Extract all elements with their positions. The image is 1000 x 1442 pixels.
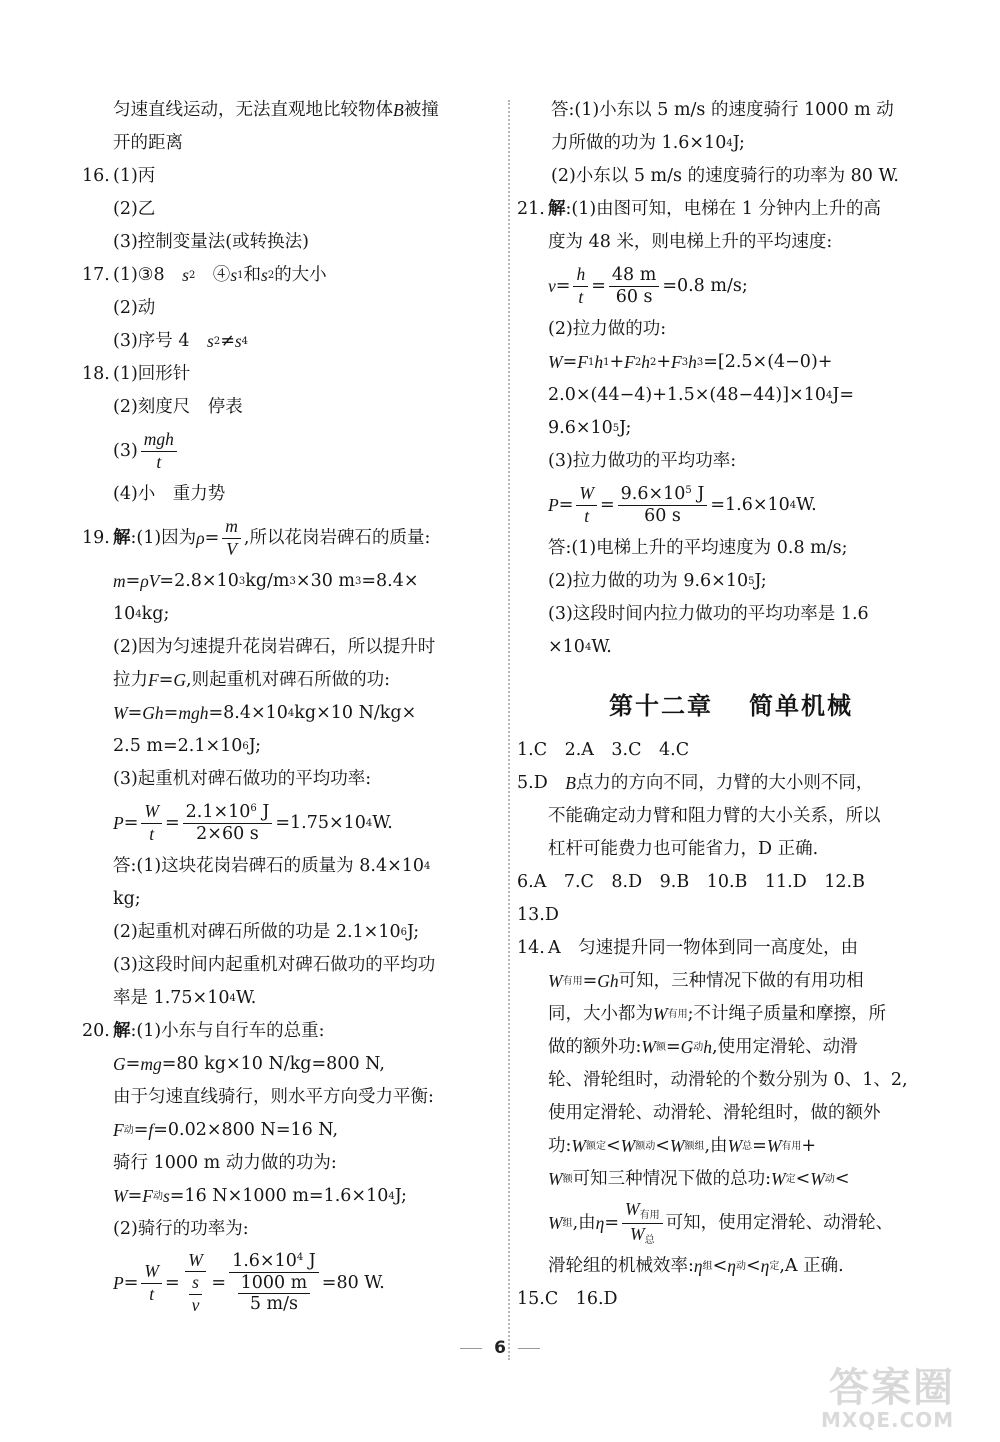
fraction: $\frac{W_{有用}}{W_总}$ <box>622 1200 663 1246</box>
page-number: 6 <box>0 1338 1000 1358</box>
text-line: (2)拉力做的功: <box>548 319 667 339</box>
fraction: $\frac{s}{v}$ <box>189 1273 203 1315</box>
answer-line: 率是 1.75×10 4 W. <box>113 988 257 1008</box>
answer-line: 13.D <box>517 905 559 925</box>
fraction: $\frac{W}{t}$ <box>141 1262 162 1304</box>
text-line: 开的距离 <box>113 133 183 153</box>
fraction: $\frac{W}{t}$ <box>141 802 162 844</box>
text-line: 由于匀速直线骑行，则水平方向受力平衡: <box>113 1087 434 1107</box>
formula-line: W 组 ,由 η = $\frac{W_{有用}}{W_总}$ 可知，使用定滑轮、动滑轮、 <box>548 1199 894 1246</box>
text-line: (2)骑行的功率为: <box>113 1219 249 1239</box>
answer-line: ×10 4 W. <box>548 637 612 657</box>
formula-line: 2.0×(44−4)+1.5×(48−44)]×10 4 J= <box>548 385 855 405</box>
answer-line: (2)乙 <box>113 199 156 219</box>
text-line: 匀速直线运动，无法直观地比较物体 B 被撞 <box>113 100 439 120</box>
fraction: $\frac{\text{mgh}}{t}$ <box>141 430 177 472</box>
formula-line: P = $\frac{W}{t}$ = $\frac{W}{\frac{s}{v}}$ = $\frac{1.6\times 10^4 J}{\frac{1000 m}{5 m/s}}$ =80 W. <box>113 1249 385 1315</box>
fraction: $\frac{1000 m}{5 m/s}$ <box>238 1274 311 1314</box>
chapter-title: 第十二章 简单机械 <box>609 692 853 720</box>
formula-line: 滑轮组的机械效率: η 组 < η 动 < η 定 ,A 正确. <box>548 1256 844 1276</box>
right-column <box>517 94 945 1316</box>
question-16: 16. (1)丙 <box>82 166 156 186</box>
answer-line: 答:(1)电梯上升的平均速度为 0.8 m/s; <box>548 538 848 558</box>
text-line: (3)拉力做功的平均功率: <box>548 451 737 471</box>
fraction: $\frac{W}{\frac{s}{v}}$ <box>183 1251 209 1315</box>
answer-line: 答:(1)这块花岗岩碑石的质量为 8.4×10 4 <box>113 856 431 876</box>
text-line: 杠杆可能费力也可能省力，D 正确. <box>548 839 819 859</box>
answer-line: (3) $\frac{\text{mgh}}{t}$ <box>82 424 500 478</box>
question-19: 19. 解 :(1)因为 ρ = $\frac{m}{V}$ ,所以花岗岩碑石的质量: <box>82 516 431 559</box>
formula-line: m = ρ V =2.8×10 3 kg/m 3 ×30 m 3 =8.4× <box>113 571 419 591</box>
text-line: 骑行 1000 m 动力做的功为: <box>113 1153 337 1173</box>
answer-line: kg; <box>113 889 141 909</box>
formula-line: 2.5 m=2.1×10 6 J; <box>113 736 261 756</box>
watermark-logo: 答案圈 MXQE.COM <box>821 1365 955 1432</box>
formula-line: 10 4 kg; <box>113 604 170 624</box>
text-line: (2)因为匀速提升花岗岩碑石，所以提升时 <box>113 637 436 657</box>
left-column <box>82 94 500 1320</box>
formula-line: P = $\frac{W}{t}$ = $\frac{9.6\times 10^5 J}{60 s}$ =1.6×10 4 W. <box>548 483 817 526</box>
formula-line: W = F 动 s =16 N×1000 m=1.6×10 4 J; <box>113 1186 407 1206</box>
text-line: (3)起重机对碑石做功的平均功率: <box>113 769 372 789</box>
answer-line: 答:(1)小东以 5 m/s 的速度骑行 1000 m 动 <box>551 100 894 120</box>
text-line: 度为 48 米，则电梯上升的平均速度: <box>548 232 833 252</box>
answer-line: 力所做的功为 1.6×10 4 J; <box>551 133 745 153</box>
formula-line: W 有用 = G h 可知，三种情况下做的有用功相 <box>548 971 864 991</box>
formula-line: W = F 1 h 1 + F 2 h 2 + F 3 h 3 =[2.5×(4−0)+ <box>548 352 833 372</box>
text-line: 同，大小都为 W 有用 ;不计绳子质量和摩擦，所 <box>548 1004 886 1024</box>
text-line: 轮、滑轮组时，动滑轮的个数分别为 0、1、2, <box>548 1070 908 1090</box>
answer-line: (3)这段时间内拉力做功的平均功率是 1.6 <box>548 604 869 624</box>
answer-line: (2)刻度尺 停表 <box>113 397 243 417</box>
fraction: $\frac{48 m}{60 s}$ <box>609 266 659 306</box>
question-17: 17. (1)③8 s 2 ④ s 1 和 s 2 的大小 <box>82 265 327 285</box>
fraction: $\frac{1.6\times 10^4 J}{\frac{1000 m}{5 m/s}}$ <box>229 1252 319 1313</box>
question-18: 18. (1)回形针 <box>82 364 191 384</box>
answer-line: 6.A 7.C 8.D 9.B 10.B 11.D 12.B <box>517 872 865 892</box>
formula-line: v = $\frac{h}{t}$ = $\frac{48 m}{60 s}$ =0.8 m/s; <box>548 264 748 307</box>
question-20: 20. 解 :(1)小东与自行车的总重: <box>82 1021 325 1041</box>
formula-line: W = G h = m g h =8.4×10 4 kg×10 N/kg× <box>113 703 417 723</box>
question-5: 5.D B 点力的方向不同，力臂的大小则不同， <box>517 773 874 793</box>
formula-line: 9.6×10 5 J; <box>548 418 632 438</box>
answer-line: (2)拉力做的功为 9.6×10 5 J; <box>548 571 767 591</box>
fraction: $\frac{h}{t}$ <box>573 265 588 307</box>
fraction: $\frac{9.6\times 10^5 J}{60 s}$ <box>618 485 708 525</box>
formula-line: P = $\frac{W}{t}$ = $\frac{2.1\times 10^6 J}{2\times 60 s}$ =1.75×10 4 W. <box>113 801 393 844</box>
text-line: 使用定滑轮、动滑轮、滑轮组时，做的额外 <box>548 1103 881 1123</box>
formula-line: 功: W 额定 < W 额动 < W 额组 ,由 W 总 = W 有用 + <box>548 1136 817 1156</box>
formula-line: 做的额外功: W 额 = G 动 h ,使用定滑轮、动滑 <box>548 1037 858 1057</box>
column-divider <box>508 100 510 1360</box>
answer-line: (4)小 重力势 <box>113 484 226 504</box>
question-21: 21. 解 :(1)由图可知，电梯在 1 分钟内上升的高 <box>517 199 881 219</box>
question-14: 14. A 匀速提升同一物体到同一高度处，由 <box>517 938 859 958</box>
answer-line: (2)动 <box>113 298 156 318</box>
text-line: 不能确定动力臂和阻力臂的大小关系，所以 <box>548 806 881 826</box>
formula-line: F 动 = f =0.02×800 N=16 N, <box>113 1120 339 1140</box>
answer-line: 1.C 2.A 3.C 4.C <box>517 740 690 760</box>
fraction: $\frac{2.1\times 10^6 J}{2\times 60 s}$ <box>183 803 273 843</box>
text-line: 拉力 F = G ,则起重机对碑石所做的功: <box>113 670 390 690</box>
answer-line: (3)控制变量法(或转换法) <box>113 232 309 252</box>
answer-line: (2)小东以 5 m/s 的速度骑行的功率为 80 W. <box>551 166 899 186</box>
answer-line: (2)起重机对碑石所做的功是 2.1×10 6 J; <box>113 922 420 942</box>
formula-line: W 额 可知三种情况下做的总功: W 定 < W 动 < <box>548 1169 850 1189</box>
answer-line: (3)这段时间内起重机对碑石做功的平均功 <box>113 955 436 975</box>
answer-line: (3)序号 4 s 2 ≠ s 4 <box>113 331 249 351</box>
fraction: $\frac{W}{t}$ <box>576 484 597 526</box>
formula-line: G = m g =80 kg×10 N/kg=800 N, <box>113 1054 385 1074</box>
fraction: $\frac{m}{V}$ <box>222 517 241 559</box>
answer-line: 15.C 16.D <box>517 1289 618 1309</box>
